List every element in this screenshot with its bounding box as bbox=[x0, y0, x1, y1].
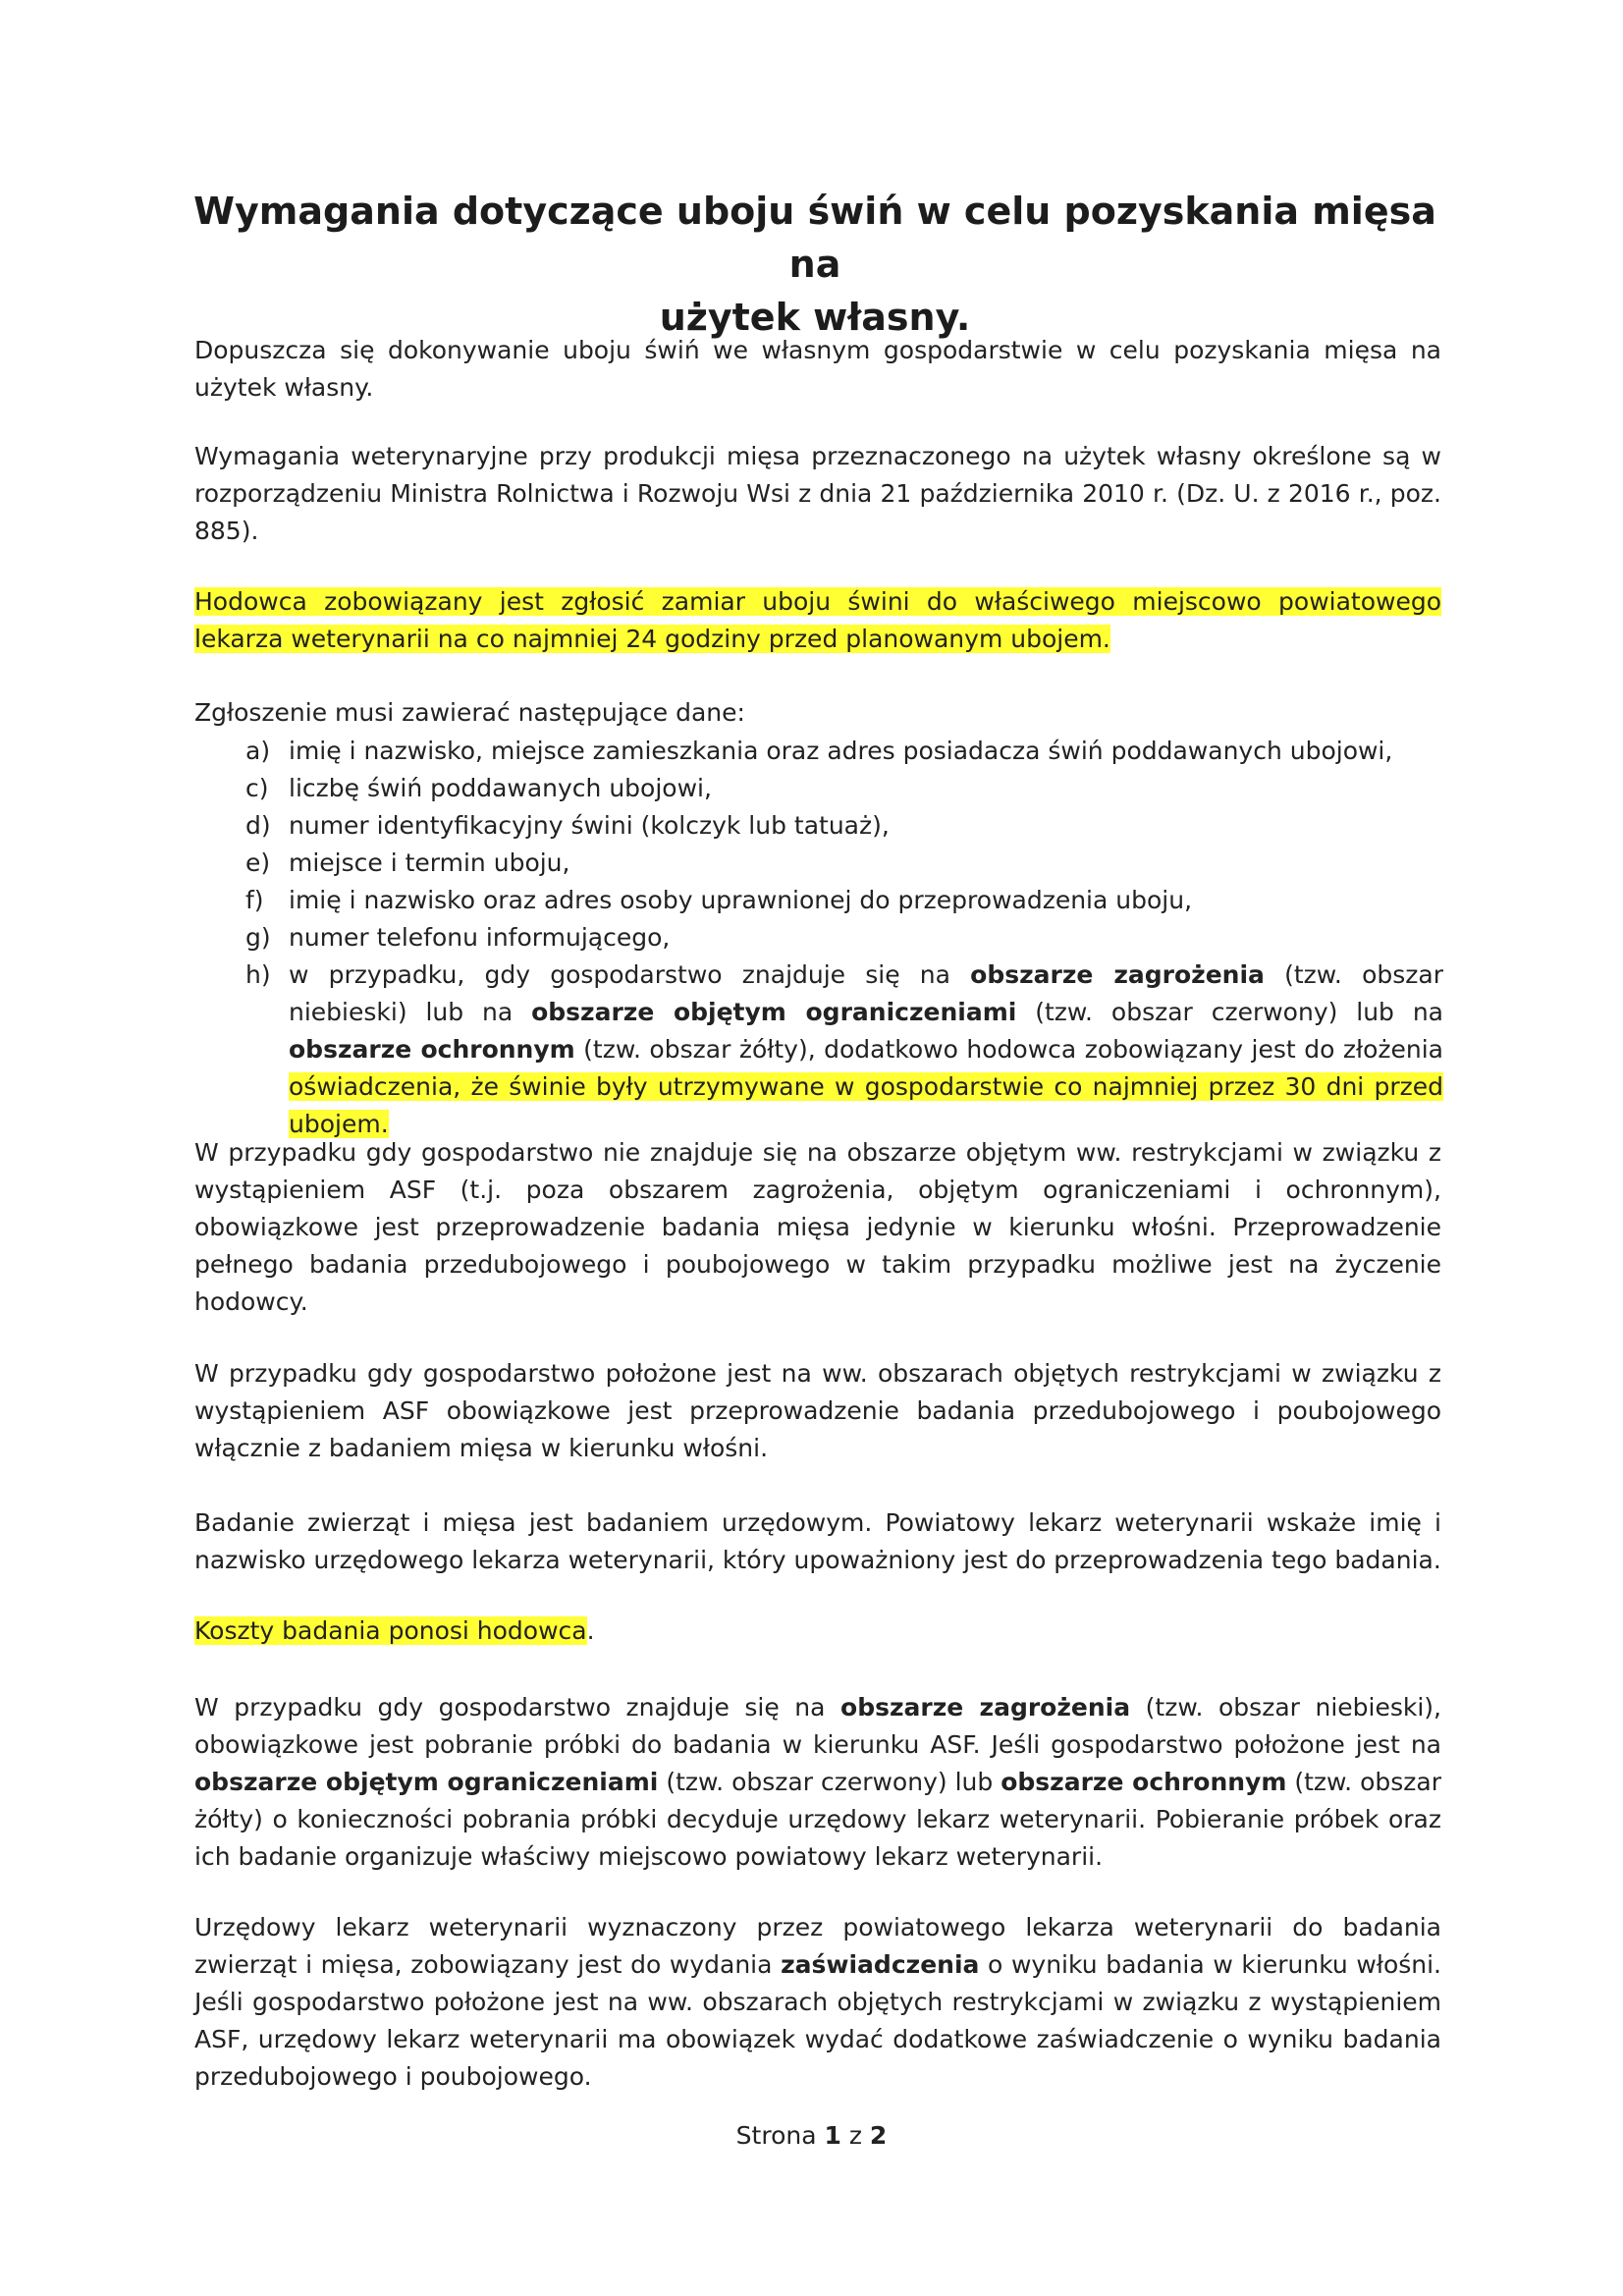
highlight-costs: Koszty badania ponosi hodowca bbox=[194, 1616, 587, 1645]
paragraph-regulation: Wymagania weterynaryjne przy produkcji mięsa przeznaczonego na użytek własny określone są w rozporządzeniu Ministra Rolnictwa i Rozwoju Wsi z dnia 21 października 2010 r. (Dz. U. z 2016 r., poz. 885). bbox=[194, 442, 1441, 545]
title-line-1: Wymagania dotyczące uboju świń w celu pozyskania mięsa na bbox=[193, 190, 1436, 286]
paragraph-certificate: Urzędowy lekarz weterynarii wyznaczony przez powiatowego lekarza weterynarii do badania zwierząt i mięsa, zobowiązany jest do wydania zaświadczenia o wyniku badania w kierunku włośni. Jeśli gospodarstwo położone jest na ww. obszarach objętych restrykcjami w związku z wystąpieniem ASF, urzędowy lekarz weterynarii ma obowiązek wydać dodatkowe zaświadczenie o wyniku badania przedubojowego i poubojowego. bbox=[194, 1913, 1442, 2091]
page-number: 1 bbox=[824, 2121, 841, 2150]
bold-restricted-zone: obszarze objętym ograniczeniami bbox=[531, 998, 1017, 1026]
paragraph-costs: Koszty badania ponosi hodowca. bbox=[194, 1616, 595, 1645]
list-item: a) imię i nazwisko, miejsce zamieszkania oraz adres posiadacza świń poddawanych ubojowi, bbox=[245, 737, 1393, 765]
page-footer: Strona 1 z 2 bbox=[735, 2121, 888, 2150]
page-total: 2 bbox=[869, 2121, 888, 2150]
paragraph-inside-zone: W przypadku gdy gospodarstwo położone jest na ww. obszarach objętych restrykcjami w związku z wystąpieniem ASF obowiązkowe jest przeprowadzenie badania przedubojowego i poubojowego włącznie z badaniem mięsa w kierunku włośni. bbox=[194, 1359, 1441, 1462]
list-item: f) imię i nazwisko oraz adres osoby uprawnionej do przeprowadzenia uboju, bbox=[245, 886, 1193, 914]
title-line-2: użytek własny. bbox=[659, 296, 971, 339]
paragraph-official-exam: Badanie zwierząt i mięsa jest badaniem urzędowym. Powiatowy lekarz weterynarii wskaże imię i nazwisko urzędowego lekarza weterynarii, który upoważniony jest do przeprowadzenia tego badania. bbox=[194, 1508, 1441, 1574]
paragraph-notification-requirement bbox=[194, 583, 1441, 658]
bold-certificate: zaświadczenia bbox=[781, 1950, 980, 1979]
paragraph-intro: Dopuszcza się dokonywanie uboju świń we własnym gospodarstwie w celu pozyskania mięsa na użytek własny. bbox=[194, 336, 1441, 402]
bold-restricted-zone-2: obszarze objętym ograniczeniami bbox=[194, 1768, 659, 1796]
list-item: e) miejsce i termin uboju, bbox=[245, 848, 570, 877]
paragraph-asf-sampling: W przypadku gdy gospodarstwo znajduje się na obszarze zagrożenia (tzw. obszar niebieski), obowiązkowe jest pobranie próbki do badania w kierunku ASF. Jeśli gospodarstwo położone jest na obszarze objętym ograniczeniami (tzw. obszar czerwony) lub obszarze ochronnym (tzw. obszar żółty) o konieczności pobrania próbki decyduje urzędowy lekarz weterynarii. Pobieranie próbek oraz ich badanie organizuje właściwy miejscowo powiatowy lekarz weterynarii. bbox=[194, 1693, 1442, 1871]
list-item: c) liczbę świń poddawanych ubojowi, bbox=[245, 774, 712, 802]
bold-threat-zone: obszarze zagrożenia bbox=[970, 960, 1265, 989]
list-item: g) numer telefonu informującego, bbox=[245, 923, 671, 952]
bold-threat-zone-2: obszarze zagrożenia bbox=[840, 1693, 1131, 1722]
list-intro: Zgłoszenie musi zawierać następujące dane: bbox=[194, 698, 745, 727]
paragraph-outside-zone: W przypadku gdy gospodarstwo nie znajduje się na obszarze objętym ww. restrykcjami w związku z wystąpieniem ASF (t.j. poza obszarem zagrożenia, objętym ograniczeniami i ochronnym), obowiązkowe jest przeprowadzenie badania mięsa jedynie w kierunku włośni. Przeprowadzenie pełnego badania przedubojowego i poubojowego w takim przypadku możliwe jest na życzenie hodowcy. bbox=[194, 1138, 1441, 1316]
highlight-declaration: oświadczenia, że świnie były utrzymywane w gospodarstwie co najmniej przez 30 dni przed ubojem. bbox=[289, 1072, 1443, 1138]
highlight-notification: Hodowca zobowiązany jest zgłosić zamiar uboju świni do właściwego miejscowo powiatowego lekarza weterynarii na co najmniej 24 godziny przed planowanym ubojem. bbox=[194, 587, 1441, 653]
list-item-h: h) w przypadku, gdy gospodarstwo znajduje się na obszarze zagrożenia (tzw. obszar niebieski) lub na obszarze objętym ograniczeniami (tzw. obszar czerwony) lub na obszarze ochronnym (tzw. obszar żółty), dodatkowo hodowca zobowiązany jest do złożenia oświadczenia, że świnie były utrzymywane w gospodarstwie co najmniej przez 30 dni przed ubojem. bbox=[245, 960, 1443, 1138]
document-title bbox=[187, 185, 1443, 344]
list-item: d) numer identyfikacyjny świni (kolczyk lub tatuaż), bbox=[245, 811, 890, 840]
bold-protection-zone: obszarze ochronnym bbox=[289, 1035, 575, 1064]
bold-protection-zone-2: obszarze ochronnym bbox=[1001, 1768, 1287, 1796]
requirements-list bbox=[245, 733, 1443, 1143]
